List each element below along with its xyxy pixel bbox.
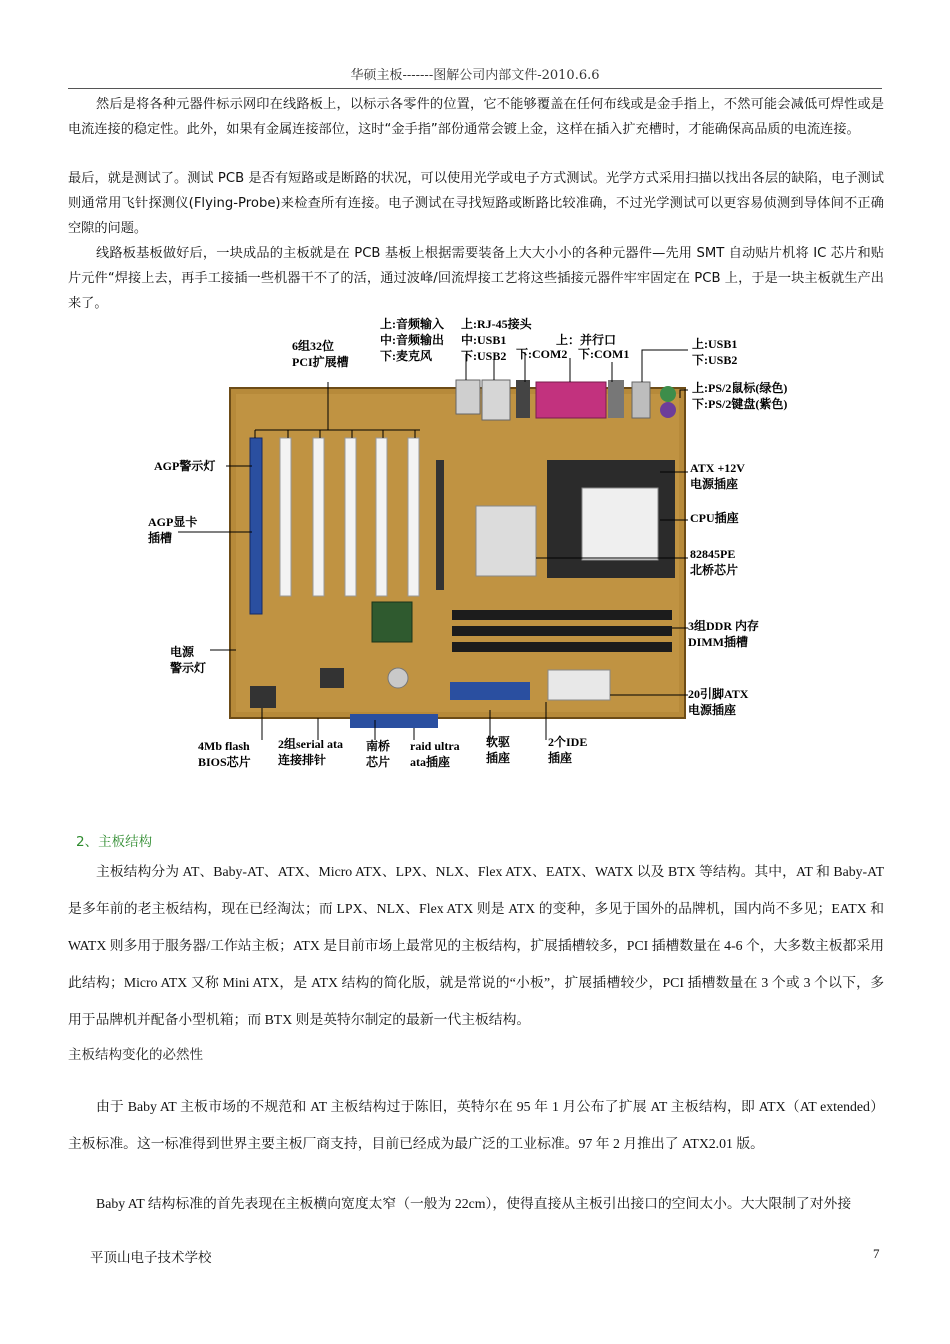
com1-port	[608, 380, 624, 418]
label-audio-3: 下:麦克风	[380, 349, 432, 363]
label-raid-2: ata插座	[410, 755, 450, 769]
section-paragraph-1: 主板结构分为 AT、Baby-AT、ATX、Micro ATX、LPX、NLX、Flex ATX、EATX、WATX 以及 BTX 等结构。其中，AT 和 Baby-AT 是多年前的老主板结构，现在已经淘汰；而 LPX、NLX、Flex ATX 则是 ATX 的变种，多见于国外的品牌机，国内尚不多见；EATX 和 WATX 则多用于服务器/工作站主板；ATX 是目前市场上最常见的主板结构，扩展插槽较多，PCI 插槽数量在 4-6 个，大多数主板都采用此结构；Micro ATX 又称 Mini ATX，是 ATX 结构的简化版，就是常说的“小板”，扩展插槽较少，PCI 插槽数量在 3 个或 3 个以下，多用于品牌机并配备小型机箱；而 BTX 则是英特尔制定的最新一代主板结构。	[68, 864, 884, 1027]
label-ddr-1: 3组DDR 内存	[688, 619, 759, 633]
section-title: 2、主板结构	[76, 834, 153, 850]
label-lpt-1: 上：并行口	[556, 333, 617, 347]
parallel-port	[536, 382, 606, 418]
subsection-title: 主板结构变化的必然性	[68, 1047, 203, 1062]
label-lpt-2: 下:COM2	[516, 347, 568, 361]
page-header: 华硕主板-------图解公司内部文件-2010.6.6	[68, 64, 882, 89]
label-ide-2: 插座	[548, 751, 573, 765]
raid-ata-connector	[350, 714, 438, 728]
label-audio-1: 上:音频输入	[380, 317, 444, 331]
label-atx12-1: ATX +12V	[690, 461, 745, 475]
label-ide-1: 2个IDE	[548, 735, 588, 749]
label-sb-2: 芯片	[366, 755, 391, 769]
label-nb-2: 北桥芯片	[690, 563, 739, 577]
rj45-usb-port	[482, 380, 510, 420]
cpu-socket	[582, 488, 658, 560]
ide-connectors	[450, 682, 530, 700]
audio-jacks	[456, 380, 480, 414]
label-pci-2: PCI扩展槽	[292, 355, 349, 369]
label-fdd-1: 软驱	[486, 735, 511, 749]
southbridge-chip	[372, 602, 412, 642]
label-rj45-1: 上:RJ-45接头	[461, 317, 532, 331]
label-agp-1: AGP显卡	[148, 515, 198, 529]
label-atx20-1: 20引脚ATX	[688, 687, 749, 701]
label-bios-1: 4Mb flash	[198, 739, 250, 753]
label-agp-led: AGP警示灯	[154, 459, 216, 473]
dimm-slots	[452, 610, 672, 652]
motherboard-figure	[0, 310, 950, 780]
label-atx12-2: 电源插座	[690, 477, 739, 491]
ps2-keyboard-port	[660, 402, 676, 418]
label-pci-1: 6组32位	[292, 339, 335, 353]
section-paragraph-3: Baby AT 结构标准的首先表现在主板横向宽度太窄（一般为 22cm），使得直接从主板引出接口的空间太小。大大限制了对外接	[96, 1196, 852, 1211]
label-lpt-3: 下:COM1	[578, 347, 630, 361]
bios-chip	[320, 668, 344, 688]
intro-paragraph-2: 最后，就是测试了。测试 PCB 是否有短路或是断路的状况，可以使用光学或电子方式测试。光学方式采用扫描以找出各层的缺陷，电子测试则通常用飞针探测仪(Flying-Probe)来检查所有连接。电子测试在寻找短路或断路比较准确，不过光学测试可以更容易侦测到导体间不正确空隙的问题。	[68, 171, 884, 236]
label-pwr-led-2: 警示灯	[170, 661, 207, 675]
label-cpu: CPU插座	[690, 511, 739, 525]
label-sata-2: 连接排针	[278, 753, 327, 767]
label-usb-2: 下:USB2	[692, 353, 738, 367]
section-paragraph-2: 由于 Baby AT 主板市场的不规范和 AT 主板结构过于陈旧，英特尔在 95 年 1 月公布了扩展 AT 主板结构，即 ATX（AT extended）主板标准。这一标准得到世界主要主板厂商支持，目前已经成为最广泛的工业标准。97 年 2 月推出了 ATX2.01 版。	[68, 1099, 884, 1151]
label-sata-1: 2组serial ata	[278, 737, 343, 751]
label-fdd-2: 插座	[486, 751, 511, 765]
footer-school: 平顶山电子技术学校	[90, 1250, 212, 1265]
label-ps2-2: 下:PS/2键盘(紫色)	[692, 397, 788, 411]
northbridge-heatsink	[476, 506, 536, 576]
label-agp-2: 插槽	[148, 531, 173, 545]
label-rj45-2: 中:USB1	[461, 333, 507, 347]
flash-chip	[250, 686, 276, 708]
footer-page-number: 7	[873, 1246, 880, 1261]
label-usb-1: 上:USB1	[692, 337, 738, 351]
agp-slot	[250, 438, 262, 614]
label-rj45-3: 下:USB2	[461, 349, 507, 363]
atx-power-connector	[548, 670, 610, 700]
cmos-battery	[388, 668, 408, 688]
label-nb-1: 82845PE	[690, 547, 736, 561]
label-atx20-2: 电源插座	[688, 703, 737, 717]
com2-port	[516, 380, 530, 418]
label-audio-2: 中:音频输出	[380, 333, 444, 347]
label-pwr-led-1: 电源	[170, 645, 195, 659]
label-ddr-2: DIMM插槽	[688, 635, 748, 649]
ps2-mouse-port	[660, 386, 676, 402]
label-raid-1: raid ultra	[410, 739, 460, 753]
usb-port	[632, 382, 650, 418]
intro-paragraph-1: 然后是将各种元器件标示网印在线路板上，以标示各零件的位置，它不能够覆盖在任何布线或是金手指上，不然可能会减低可焊性或是电流连接的稳定性。此外，如果有金属连接部位，这时“金手指”部份通常会镀上金，这样在插入扩充槽时，才能确保高品质的电流连接。	[68, 97, 884, 137]
label-ps2-1: 上:PS/2鼠标(绿色)	[692, 381, 788, 395]
label-sb-1: 南桥	[366, 739, 391, 753]
label-bios-2: BIOS芯片	[198, 755, 251, 769]
intro-paragraph-3: 线路板基板做好后，一块成品的主板就是在 PCB 基板上根据需要装备上大大小小的各种元器件—先用 SMT 自动贴片机将 IC 芯片和贴片元件“焊接上去，再手工接插一些机器干不了的活，通过波峰/回流焊接工艺将这些插接元器件牢牢固定在 PCB 上，于是一块主板就生产出来了。	[68, 246, 884, 311]
